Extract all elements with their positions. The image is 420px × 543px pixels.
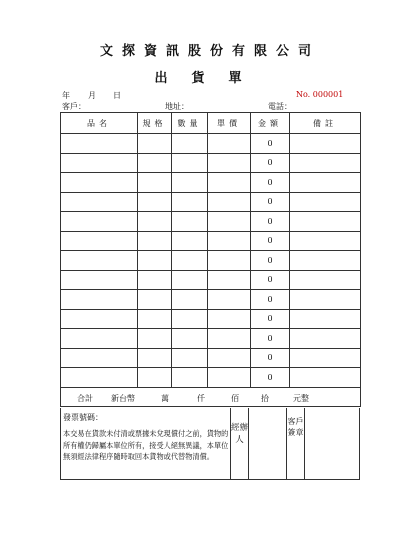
empty-cell [138,251,172,271]
empty-cell [172,173,208,193]
document-number: No. 000001 [296,90,344,99]
empty-cell [138,212,172,232]
total-row [61,387,361,407]
wan-label: 萬 [161,393,169,403]
table-row [61,368,361,388]
empty-cell [61,270,138,290]
shi-label: 拾 [261,393,269,403]
amount-cell: 0 [251,348,290,368]
handler-signature-box [249,408,287,480]
empty-cell [208,270,251,290]
amount-cell: 0 [251,192,290,212]
empty-cell [61,173,138,193]
empty-cell [172,153,208,173]
empty-cell [61,368,138,388]
terms-text: 本交易在貨款未付清或票據未兌現償付之前，貨物的所有權仍歸屬本單位所有，接受人絕無異議，本單位無須經法律程序隨時取回本貨物或代替物清償。 [63,429,229,461]
qian-label: 仟 [197,393,205,403]
empty-cell [208,309,251,329]
phone-label: 電話： [268,102,292,111]
day-label: 日 [113,91,121,100]
empty-cell [290,348,361,368]
empty-cell [172,251,208,271]
empty-cell [138,192,172,212]
amount-cell: 0 [251,309,290,329]
table-row [61,212,361,232]
empty-cell [290,251,361,271]
handler-label: 經辦人 [231,408,249,480]
empty-cell [61,134,138,154]
table-row [61,329,361,349]
empty-cell [138,290,172,310]
amount-cell: 0 [251,231,290,251]
empty-cell [208,348,251,368]
empty-cell [208,329,251,349]
empty-cell [172,134,208,154]
empty-cell [61,309,138,329]
column-header: 備註 [290,113,361,134]
empty-cell [290,309,361,329]
shipment-table [60,112,361,407]
empty-cell [61,329,138,349]
empty-cell [61,192,138,212]
table-row [61,134,361,154]
column-header: 金額 [251,113,290,134]
empty-cell [172,212,208,232]
amount-cell: 0 [251,290,290,310]
empty-cell [208,251,251,271]
table-row [61,309,361,329]
amount-cell: 0 [251,212,290,232]
yuan-label: 元整 [293,393,309,403]
empty-cell [172,192,208,212]
empty-cell [61,231,138,251]
empty-cell [208,173,251,193]
empty-cell [172,290,208,310]
empty-cell [290,134,361,154]
empty-cell [290,212,361,232]
empty-cell [290,270,361,290]
empty-cell [172,329,208,349]
empty-cell [208,153,251,173]
empty-cell [290,153,361,173]
empty-cell [290,368,361,388]
empty-cell [290,329,361,349]
empty-cell [290,173,361,193]
empty-cell [208,231,251,251]
month-label: 月 [88,91,96,100]
amount-cell: 0 [251,251,290,271]
empty-cell [61,212,138,232]
customer-label: 客戶： [62,102,86,111]
empty-cell [138,270,172,290]
empty-cell [61,290,138,310]
address-label: 地址： [165,102,189,111]
notes-box [61,408,231,480]
amount-cell: 0 [251,368,290,388]
column-header: 品名 [61,113,138,134]
empty-cell [208,212,251,232]
empty-cell [172,270,208,290]
empty-cell [290,231,361,251]
company-name: 文探資訊股份有限公司 [99,44,320,59]
amount-cell: 0 [251,270,290,290]
column-header: 數量 [172,113,208,134]
empty-cell [61,153,138,173]
table-row [61,153,361,173]
empty-cell [138,368,172,388]
amount-cell: 0 [251,134,290,154]
empty-cell [138,348,172,368]
table-row [61,290,361,310]
empty-cell [138,309,172,329]
invoice-number-label: 發票號碼： [63,413,103,422]
empty-cell [138,173,172,193]
column-header: 規格 [138,113,172,134]
table-header-row [61,113,361,134]
amount-cell: 0 [251,329,290,349]
table-row [61,251,361,271]
empty-cell [138,231,172,251]
table-row [61,173,361,193]
column-header: 單價 [208,113,251,134]
total-label: 合計 [77,393,93,403]
empty-cell [138,329,172,349]
table-row [61,270,361,290]
customer-seal-label: 客戶簽章 [287,408,305,480]
empty-cell [208,368,251,388]
empty-cell [138,134,172,154]
bai-label: 佰 [231,393,239,403]
empty-cell [290,290,361,310]
table-row [61,192,361,212]
amount-cell: 0 [251,153,290,173]
empty-cell [172,348,208,368]
empty-cell [208,290,251,310]
amount-cell: 0 [251,173,290,193]
customer-seal-box [305,408,360,480]
empty-cell [172,231,208,251]
empty-cell [208,192,251,212]
year-label: 年 [62,91,70,100]
table-row [61,348,361,368]
footer-section [60,408,360,480]
currency-label: 新台幣 [111,393,135,403]
empty-cell [290,192,361,212]
empty-cell [208,134,251,154]
empty-cell [138,153,172,173]
table-row [61,231,361,251]
empty-cell [172,368,208,388]
empty-cell [61,348,138,368]
document-title: 出貨單 [154,71,266,86]
empty-cell [172,309,208,329]
empty-cell [61,251,138,271]
